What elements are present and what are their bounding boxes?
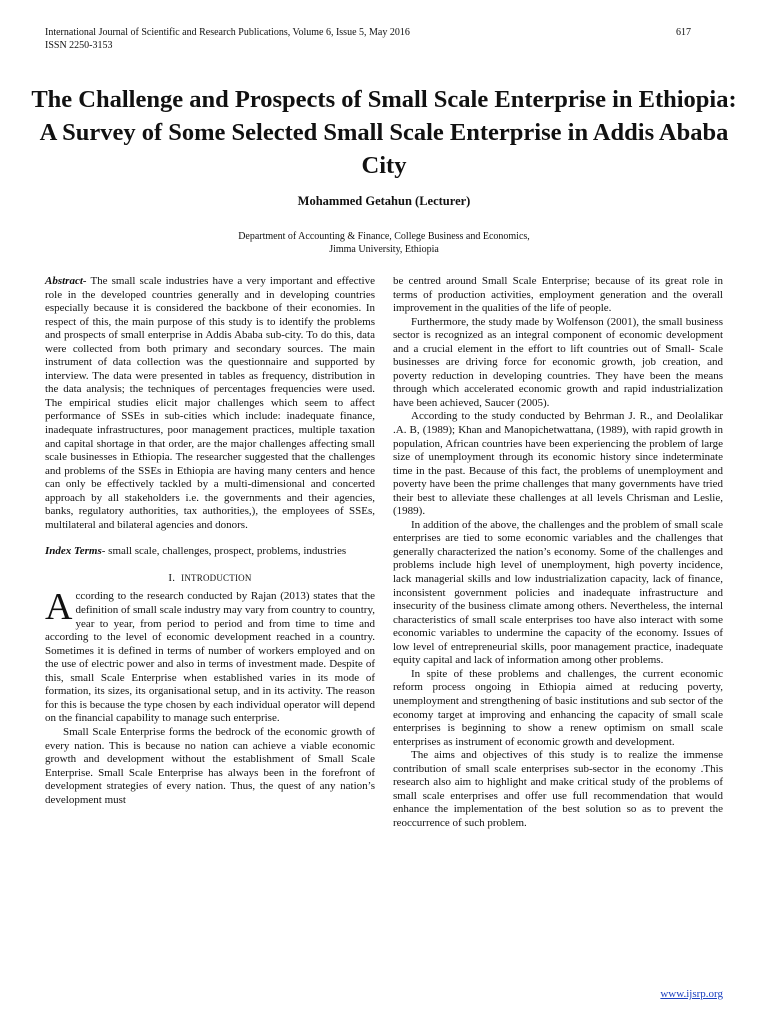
journal-header: International Journal of Scientific and Research Publications, Volume 6, Issue 5, May 2016 <box>45 27 410 38</box>
index-terms <box>45 545 375 559</box>
abstract-text: The small scale industries have a very important and effective role in the developed countries generally and in developing countries especially because it is considered the backbone of their economies. In respect of this, the main purpose of this study is to identify the problems and prospects of small enterprise in Addis Ababa sub-city. To do this, data were collected from both primary and secondary sources. The main instrument of data collection was the questionnaire and supported by interview. The data were presented in tables as frequency, distribution in the data analysis; the techniques of percentages frequencies were used. The empirical studies elicit major challenges which seem to affect performance of SSEs in sub-cities which include: inadequate finance, inadequate infrastructures, poor management practices, multiple taxation and capital shortage in that order, are the major challenges affecting small scale businesses in Ethiopia. The researcher suggested that the challenges and problems of the SSEs in Ethiopia are having many centers and hence can only be effectively tackled by a multi-dimensional and concerted approach by all stakeholders i.e. the governments and their agencies, banks, regulatory authorities, tax authorities,), the employees of SSEs, multilateral and bilateral agencies and donors. <box>45 275 375 531</box>
journal-website-link[interactable]: www.ijsrp.org <box>660 988 723 1000</box>
section-numeral: I. <box>168 571 176 584</box>
index-terms-label: Index Terms <box>45 545 102 558</box>
author-name: Mohammed Getahun (Lecturer) <box>297 194 471 208</box>
section-title: INTRODUCTION <box>181 572 252 583</box>
intro-paragraph-1 <box>45 586 375 725</box>
affiliation <box>0 230 768 256</box>
right-paragraph-6: The aims and objectives of this study is to realize the immense contribution of small scale enterprises sub-sector in the economy .This research also aim to highlight and make critical study of the problems of small scale enterprises and offer use full recommendation that would enhance the implementation of the best solution so as to prevent the reoccurrence of such problem. <box>393 749 723 829</box>
drop-cap: A <box>45 586 73 629</box>
right-paragraph-1: be centred around Small Scale Enterprise; because of its great role in terms of production activities, employment generation and the overall improvement in the qualities of the life of people. <box>393 275 723 315</box>
right-paragraph-2: Furthermore, the study made by Wolfenson (2001), the small business sector is recognized as an integral component of economic development and a crucial element in the effort to lift countries out of Small- Scale businesses are driving force for economic growth, job creation, and poverty reduction in developing countries. They have been the means through which accelerated economic growth and rapid industrialization have been achieved, Saucer (2005). <box>393 315 723 409</box>
section-heading-introduction <box>45 572 375 586</box>
intro-paragraph-1-text: ccording to the research conducted by Rajan (2013) states that the definition of small scale industry may vary from country to country, year to year, from period to period and from time to time and according to the level of economic development reached in a country. Sometimes it is defined in terms of number of workers employed and on the use of electric power and also in terms of investment made. Despite of this, small Scale Enterprise when established varies in its mode of formation, its sizes, its organisational setup, and in its activity. The reason for this is because the type chosen by each individual operator will depend on the financial capability to manage such enterprise. <box>45 590 375 725</box>
right-column <box>393 275 723 830</box>
page-number: 617 <box>676 27 691 38</box>
intro-paragraph-2: Small Scale Enterprise forms the bedrock of the economic growth of every nation. This is because no nation can achieve a viable economic growth and development without the establishment of Small Scale Enterprise. Small Scale Enterprise has always been in the forefront of development strategies of every nation. Thus, the quest of any nation’s development must <box>45 725 375 806</box>
right-paragraph-5: In spite of these problems and challenges, the current economic reform process ongoing in Ethiopia aimed at reducing poverty, unemployment and strengthening of basic institutions and sub sector of the economy target at improving and enhancing the capacity of small scale enterprises is beginning to show a renew optimism on small scale enterprises as instrument of economic growth and development. <box>393 667 723 748</box>
index-terms-text: - small scale, challenges, prospect, problems, industries <box>101 545 347 558</box>
affiliation-line-1: Department of Accounting & Finance, College Business and Economics, <box>238 231 530 242</box>
right-paragraph-4: In addition of the above, the challenges and the problem of small scale enterprises are tied to some economic variables and the challenges that generally characterized the nation’s economy. Some of the challenges and problems include high level of unemployment, high poverty incidence, lack managerial skills and low industrialization capacity, lack of finance, inconsistent government policies and inadequate infrastructure and insecurity of the business climate among others. Nevertheless, the internal characteristics of small scale enterprises too have also interact with some economic variables to undermine the capacity of the economy. Issues of low level of entrepreneurial skills, poor management practice, inadequate equity capital and lack of information among other problems. <box>393 518 723 667</box>
left-column <box>45 275 375 807</box>
affiliation-line-2: Jimma University, Ethiopia <box>329 244 439 255</box>
issn-header: ISSN 2250-3153 <box>45 40 113 51</box>
abstract <box>45 275 375 532</box>
abstract-label: Abstract- <box>45 275 87 287</box>
right-paragraph-3: According to the study conducted by Behrman J. R., and Deolalikar .A. B, (1989); Khan and Manopichetwattana, (1989), with rapid growth in population, African countries have been experiencing the problem of large size of unemployment through its economic history since indeterminate time in the past. Because of this fact, the problems of unemployment and poverty have been the prime challenges that many governments have tried their best to alleviate these challenges at all levels Chrisman and Leslie, (1989). <box>393 410 723 518</box>
paper-title: The Challenge and Prospects of Small Scale Enterprise in Ethiopia: A Survey of Some Selected Small Scale Enterprise in Addis Ababa City <box>31 86 737 179</box>
